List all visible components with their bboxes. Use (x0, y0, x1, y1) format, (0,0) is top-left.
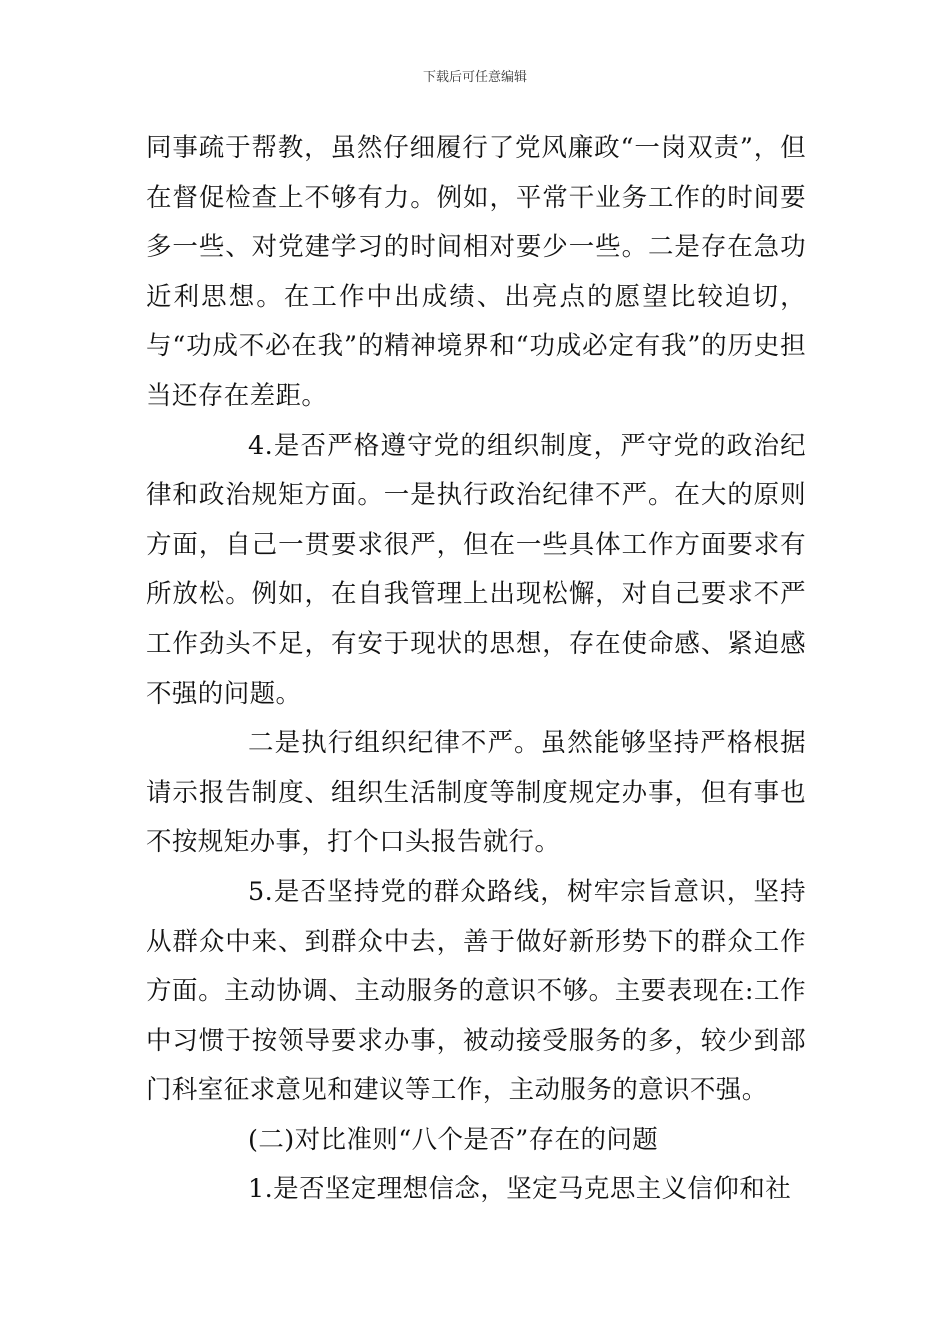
paragraph-organizational-discipline: 二是执行组织纪律不严。虽然能够坚持严格根据请示报告制度、组织生活制度等制度规定办事，但有事也不按规矩办事，打个口头报告就行。 (146, 728, 806, 858)
paragraph-item-4: 4.是否严格遵守党的组织制度，严守党的政治纪律和政治规矩方面。一是执行政治纪律不严。在大的原则方面，自己一贯要求很严，但在一些具体工作方面要求有所放松。例如，在自我管理上出现松懈，对自己要求不严工作劲头不足，有安于现状的思想，存在使命感、紧迫感不强的问题。 (146, 430, 806, 709)
paragraph-continuation: 同事疏于帮教，虽然仔细履行了党风廉政“一岗双责”，但在督促检查上不够有力。例如，平常干业务工作的时间要多一些、对党建学习的时间相对要少一些。二是存在急功近利思想。在工作中出成绩、出亮点的愿望比较迫切，与“功成不必在我”的精神境界和“功成必定有我”的历史担当还存在差距。 (146, 133, 806, 411)
paragraph-item-1: 1.是否坚定理想信念，坚定马克思主义信仰和社 (248, 1174, 792, 1205)
paragraph-item-5: 5.是否坚持党的群众路线，树牢宗旨意识，坚持从群众中来、到群众中去，善于做好新形势下的群众工作方面。主动协调、主动服务的意识不够。主要表现在:工作中习惯于按领导要求办事，被动接受服务的多，较少到部门科室征求意见和建议等工作，主动服务的意识不强。 (146, 876, 806, 1106)
document-body (146, 124, 806, 1215)
section-heading: (二)对比准则“八个是否”存在的问题 (248, 1124, 659, 1155)
page-header-note: 下载后可任意编辑 (422, 70, 527, 85)
